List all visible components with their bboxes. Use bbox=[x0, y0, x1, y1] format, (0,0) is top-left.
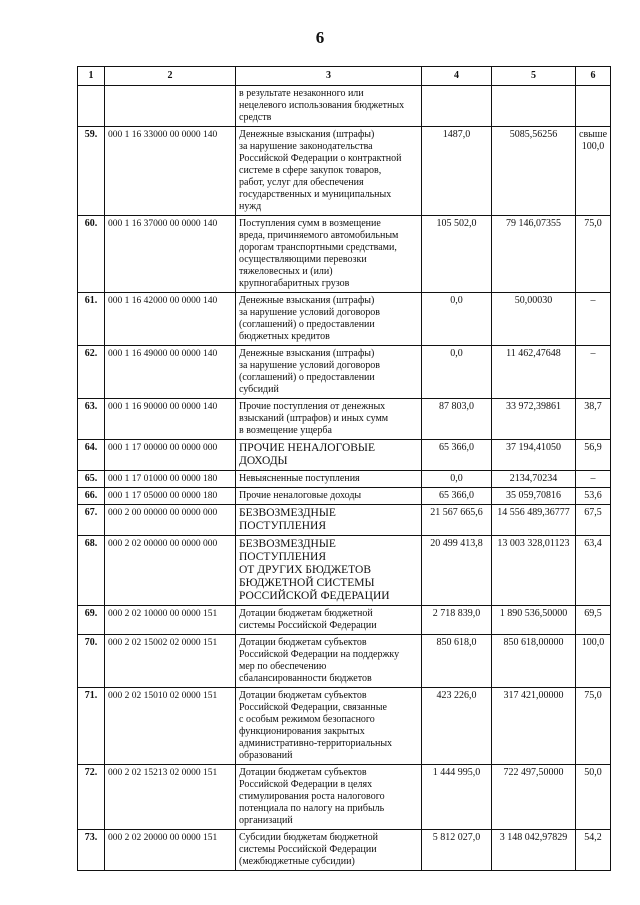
header-cell: 6 bbox=[576, 67, 611, 86]
percent-cell: 54,2 bbox=[576, 830, 611, 871]
row-number-cell: 64. bbox=[78, 440, 105, 471]
row-number-cell: 66. bbox=[78, 488, 105, 505]
item-name-cell: БЕЗВОЗМЕЗДНЫЕ ПОСТУПЛЕНИЯ ОТ ДРУГИХ БЮДЖЕТОВ БЮДЖЕТНОЙ СИСТЕМЫ РОССИЙСКОЙ ФЕДЕРАЦИИ bbox=[236, 536, 422, 606]
row-number-cell: 59. bbox=[78, 127, 105, 216]
budget-code-cell: 000 1 17 05000 00 0000 180 bbox=[105, 488, 236, 505]
actual-amount-cell: 11 462,47648 bbox=[492, 346, 576, 399]
table-row bbox=[78, 293, 611, 346]
actual-amount-cell: 1 890 536,50000 bbox=[492, 606, 576, 635]
actual-amount-cell: 50,00030 bbox=[492, 293, 576, 346]
actual-amount-cell bbox=[492, 86, 576, 127]
item-name-cell: Денежные взыскания (штрафы) за нарушение законодательства Российской Федерации о контрактной системе в сфере закупок товаров, работ, услуг для обеспечения государственных и муниципальных нужд bbox=[236, 127, 422, 216]
plan-amount-cell: 65 366,0 bbox=[422, 440, 492, 471]
percent-cell: 38,7 bbox=[576, 399, 611, 440]
percent-cell: 56,9 bbox=[576, 440, 611, 471]
budget-code-cell bbox=[105, 86, 236, 127]
row-number-cell: 72. bbox=[78, 765, 105, 830]
budget-code-cell: 000 2 02 15002 02 0000 151 bbox=[105, 635, 236, 688]
budget-code-cell: 000 1 16 42000 00 0000 140 bbox=[105, 293, 236, 346]
actual-amount-cell: 850 618,00000 bbox=[492, 635, 576, 688]
item-name-cell: Дотации бюджетам субъектов Российской Федерации на поддержку мер по обеспечению сбалансированности бюджетов bbox=[236, 635, 422, 688]
item-name-cell: Невыясненные поступления bbox=[236, 471, 422, 488]
table-row bbox=[78, 216, 611, 293]
header-cell: 3 bbox=[236, 67, 422, 86]
page-number: 6 bbox=[315, 28, 325, 47]
plan-amount-cell: 1 444 995,0 bbox=[422, 765, 492, 830]
header-cell: 2 bbox=[105, 67, 236, 86]
percent-cell: – bbox=[576, 471, 611, 488]
percent-cell: 53,6 bbox=[576, 488, 611, 505]
item-name-cell: ПРОЧИЕ НЕНАЛОГОВЫЕ ДОХОДЫ bbox=[236, 440, 422, 471]
percent-cell: 67,5 bbox=[576, 505, 611, 536]
percent-cell: 69,5 bbox=[576, 606, 611, 635]
budget-code-cell: 000 2 02 10000 00 0000 151 bbox=[105, 606, 236, 635]
budget-code-cell: 000 2 02 20000 00 0000 151 bbox=[105, 830, 236, 871]
item-name-cell: Дотации бюджетам бюджетной системы Российской Федерации bbox=[236, 606, 422, 635]
percent-cell bbox=[576, 86, 611, 127]
table-row bbox=[78, 765, 611, 830]
plan-amount-cell: 0,0 bbox=[422, 346, 492, 399]
row-number-cell: 62. bbox=[78, 346, 105, 399]
plan-amount-cell: 850 618,0 bbox=[422, 635, 492, 688]
percent-cell: – bbox=[576, 346, 611, 399]
percent-cell: 100,0 bbox=[576, 635, 611, 688]
actual-amount-cell: 317 421,00000 bbox=[492, 688, 576, 765]
actual-amount-cell: 2134,70234 bbox=[492, 471, 576, 488]
budget-code-cell: 000 1 16 37000 00 0000 140 bbox=[105, 216, 236, 293]
budget-code-cell: 000 1 16 49000 00 0000 140 bbox=[105, 346, 236, 399]
plan-amount-cell: 65 366,0 bbox=[422, 488, 492, 505]
row-number-cell: 60. bbox=[78, 216, 105, 293]
item-name-cell: Поступления сумм в возмещение вреда, причиняемого автомобильным дорогам транспортными средствами, осуществляющими перевозки тяжеловесных и (или) крупногабаритных грузов bbox=[236, 216, 422, 293]
row-number-cell: 61. bbox=[78, 293, 105, 346]
row-number-cell: 73. bbox=[78, 830, 105, 871]
table-row bbox=[78, 830, 611, 871]
table-row bbox=[78, 399, 611, 440]
percent-cell: 50,0 bbox=[576, 765, 611, 830]
header-cell: 1 bbox=[78, 67, 105, 86]
table-row bbox=[78, 86, 611, 127]
table-row bbox=[78, 471, 611, 488]
percent-cell: 75,0 bbox=[576, 216, 611, 293]
header-cell: 5 bbox=[492, 67, 576, 86]
header-cell: 4 bbox=[422, 67, 492, 86]
actual-amount-cell: 3 148 042,97829 bbox=[492, 830, 576, 871]
budget-code-cell: 000 2 02 15010 02 0000 151 bbox=[105, 688, 236, 765]
actual-amount-cell: 33 972,39861 bbox=[492, 399, 576, 440]
row-number-cell: 69. bbox=[78, 606, 105, 635]
budget-code-cell: 000 1 16 90000 00 0000 140 bbox=[105, 399, 236, 440]
table-row bbox=[78, 440, 611, 471]
row-number-cell bbox=[78, 86, 105, 127]
row-number-cell: 70. bbox=[78, 635, 105, 688]
plan-amount-cell: 87 803,0 bbox=[422, 399, 492, 440]
table-row bbox=[78, 536, 611, 606]
item-name-cell: Субсидии бюджетам бюджетной системы Российской Федерации (межбюджетные субсидии) bbox=[236, 830, 422, 871]
actual-amount-cell: 35 059,70816 bbox=[492, 488, 576, 505]
actual-amount-cell: 14 556 489,36777 bbox=[492, 505, 576, 536]
percent-cell: 75,0 bbox=[576, 688, 611, 765]
budget-code-cell: 000 2 02 00000 00 0000 000 bbox=[105, 536, 236, 606]
budget-table bbox=[77, 66, 611, 871]
budget-code-cell: 000 1 17 01000 00 0000 180 bbox=[105, 471, 236, 488]
table-header-row bbox=[78, 67, 611, 86]
row-number-cell: 67. bbox=[78, 505, 105, 536]
table-row bbox=[78, 688, 611, 765]
plan-amount-cell: 105 502,0 bbox=[422, 216, 492, 293]
budget-code-cell: 000 1 16 33000 00 0000 140 bbox=[105, 127, 236, 216]
item-name-cell: БЕЗВОЗМЕЗДНЫЕ ПОСТУПЛЕНИЯ bbox=[236, 505, 422, 536]
percent-cell: свыше 100,0 bbox=[576, 127, 611, 216]
budget-table-body bbox=[78, 67, 611, 871]
percent-cell: 63,4 bbox=[576, 536, 611, 606]
item-name-cell: Денежные взыскания (штрафы) за нарушение условий договоров (соглашений) о предоставлении бюджетных кредитов bbox=[236, 293, 422, 346]
budget-code-cell: 000 2 00 00000 00 0000 000 bbox=[105, 505, 236, 536]
plan-amount-cell: 423 226,0 bbox=[422, 688, 492, 765]
table-row bbox=[78, 505, 611, 536]
plan-amount-cell: 20 499 413,8 bbox=[422, 536, 492, 606]
actual-amount-cell: 722 497,50000 bbox=[492, 765, 576, 830]
table-row bbox=[78, 127, 611, 216]
item-name-cell: Прочие неналоговые доходы bbox=[236, 488, 422, 505]
plan-amount-cell: 21 567 665,6 bbox=[422, 505, 492, 536]
item-name-cell: в результате незаконного или нецелевого использования бюджетных средств bbox=[236, 86, 422, 127]
plan-amount-cell bbox=[422, 86, 492, 127]
table-row bbox=[78, 346, 611, 399]
actual-amount-cell: 13 003 328,01123 bbox=[492, 536, 576, 606]
plan-amount-cell: 0,0 bbox=[422, 293, 492, 346]
item-name-cell: Прочие поступления от денежных взысканий (штрафов) и иных сумм в возмещение ущерба bbox=[236, 399, 422, 440]
item-name-cell: Денежные взыскания (штрафы) за нарушение условий договоров (соглашений) о предоставлении субсидий bbox=[236, 346, 422, 399]
table-row bbox=[78, 635, 611, 688]
item-name-cell: Дотации бюджетам субъектов Российской Федерации в целях стимулирования роста налогового потенциала по налогу на прибыль организаций bbox=[236, 765, 422, 830]
actual-amount-cell: 37 194,41050 bbox=[492, 440, 576, 471]
plan-amount-cell: 1487,0 bbox=[422, 127, 492, 216]
plan-amount-cell: 0,0 bbox=[422, 471, 492, 488]
actual-amount-cell: 79 146,07355 bbox=[492, 216, 576, 293]
budget-code-cell: 000 2 02 15213 02 0000 151 bbox=[105, 765, 236, 830]
item-name-cell: Дотации бюджетам субъектов Российской Федерации, связанные с особым режимом безопасного функционирования закрытых административно-территориальных образований bbox=[236, 688, 422, 765]
row-number-cell: 63. bbox=[78, 399, 105, 440]
budget-code-cell: 000 1 17 00000 00 0000 000 bbox=[105, 440, 236, 471]
table-row bbox=[78, 606, 611, 635]
actual-amount-cell: 5085,56256 bbox=[492, 127, 576, 216]
row-number-cell: 65. bbox=[78, 471, 105, 488]
plan-amount-cell: 5 812 027,0 bbox=[422, 830, 492, 871]
table-row bbox=[78, 488, 611, 505]
plan-amount-cell: 2 718 839,0 bbox=[422, 606, 492, 635]
percent-cell: – bbox=[576, 293, 611, 346]
row-number-cell: 71. bbox=[78, 688, 105, 765]
row-number-cell: 68. bbox=[78, 536, 105, 606]
